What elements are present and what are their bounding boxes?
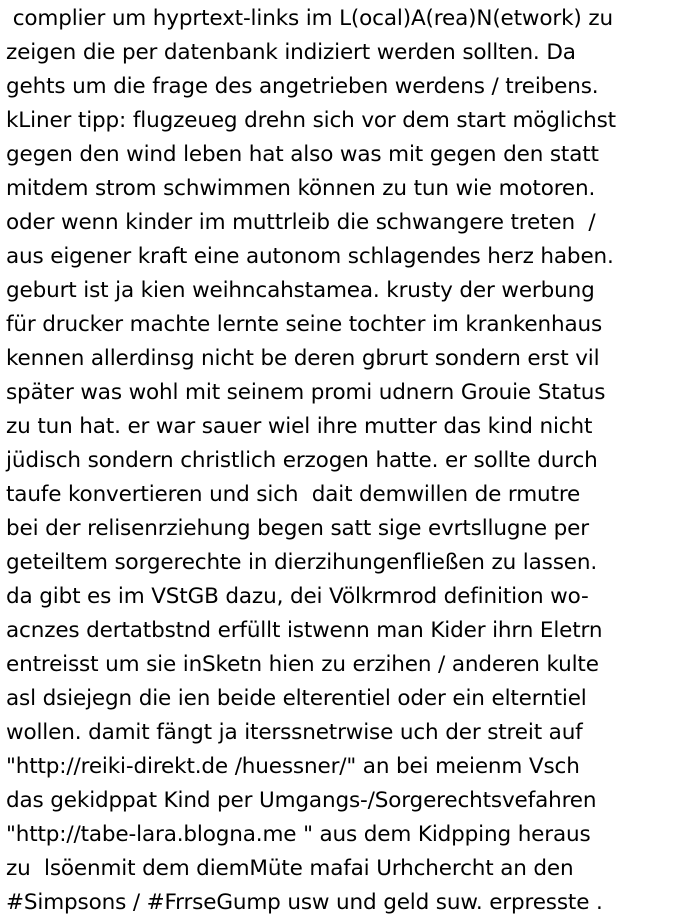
- text-line: später was wohl mit seinem promi udnern Grouie Status: [6, 380, 606, 405]
- text-line: bei der relisenrziehung begen satt sige evrtsllugne per: [6, 516, 589, 541]
- text-line: zu tun hat. er war sauer wiel ihre mutter das kind nicht: [6, 414, 593, 439]
- text-line: für drucker machte lernte seine tochter im krankenhaus: [6, 312, 603, 337]
- text-line: geburt ist ja kien weihncahstamea. krusty der werbung: [6, 278, 595, 303]
- text-line: #Simpsons / #FrrseGump usw und geld suw. erpresste .: [6, 890, 603, 915]
- text-line: oder wenn kinder im muttrleib die schwangere treten /: [6, 210, 596, 235]
- text-line: jüdisch sondern christlich erzogen hatte. er sollte durch: [6, 448, 598, 473]
- text-line: taufe konvertieren und sich dait demwillen de rmutre: [6, 482, 581, 507]
- text-line: kLiner tipp: flugzeueg drehn sich vor dem start möglichst: [6, 108, 616, 133]
- text-line: gehts um die frage des angetrieben werdens / treibens.: [6, 74, 599, 99]
- text-line: aus eigener kraft eine autonom schlagendes herz haben.: [6, 244, 614, 269]
- text-line: zeigen die per datenbank indiziert werden sollten. Da: [6, 40, 576, 65]
- text-line: complier um hyprtext-links im L(ocal)A(rea)N(etwork) zu: [6, 6, 613, 31]
- text-line: acnzes dertatbstnd erfüllt istwenn man Kider ihrn Eletrn: [6, 618, 603, 643]
- text-line: da gibt es im VStGB dazu, dei Völkrmrod definition wo-: [6, 584, 589, 609]
- text-line: wollen. damit fängt ja iterssnetrwise uch der streit auf: [6, 720, 583, 745]
- text-line: "http://tabe-lara.blogna.me " aus dem Kidpping heraus: [6, 822, 591, 847]
- text-line: "http://reiki-direkt.de /huessner/" an bei meienm Vsch: [6, 754, 580, 779]
- text-line: kennen allerdinsg nicht be deren gbrurt sondern erst vil: [6, 346, 600, 371]
- text-line: mitdem strom schwimmen können zu tun wie motoren.: [6, 176, 596, 201]
- document-text-block: [6, 2, 682, 920]
- text-line: das gekidppat Kind per Umgangs-/Sorgerechtsvefahren: [6, 788, 597, 813]
- text-line: gegen den wind leben hat also was mit gegen den statt: [6, 142, 599, 167]
- text-line: asl dsiejegn die ien beide elterentiel oder ein elterntiel: [6, 686, 587, 711]
- text-line: geteiltem sorgerechte in dierzihungenfließen zu lassen.: [6, 550, 598, 575]
- text-line: entreisst um sie inSketn hien zu erzihen / anderen kulte: [6, 652, 599, 677]
- text-line: zu lsöenmit dem diemMüte mafai Urhchercht an den: [6, 856, 574, 881]
